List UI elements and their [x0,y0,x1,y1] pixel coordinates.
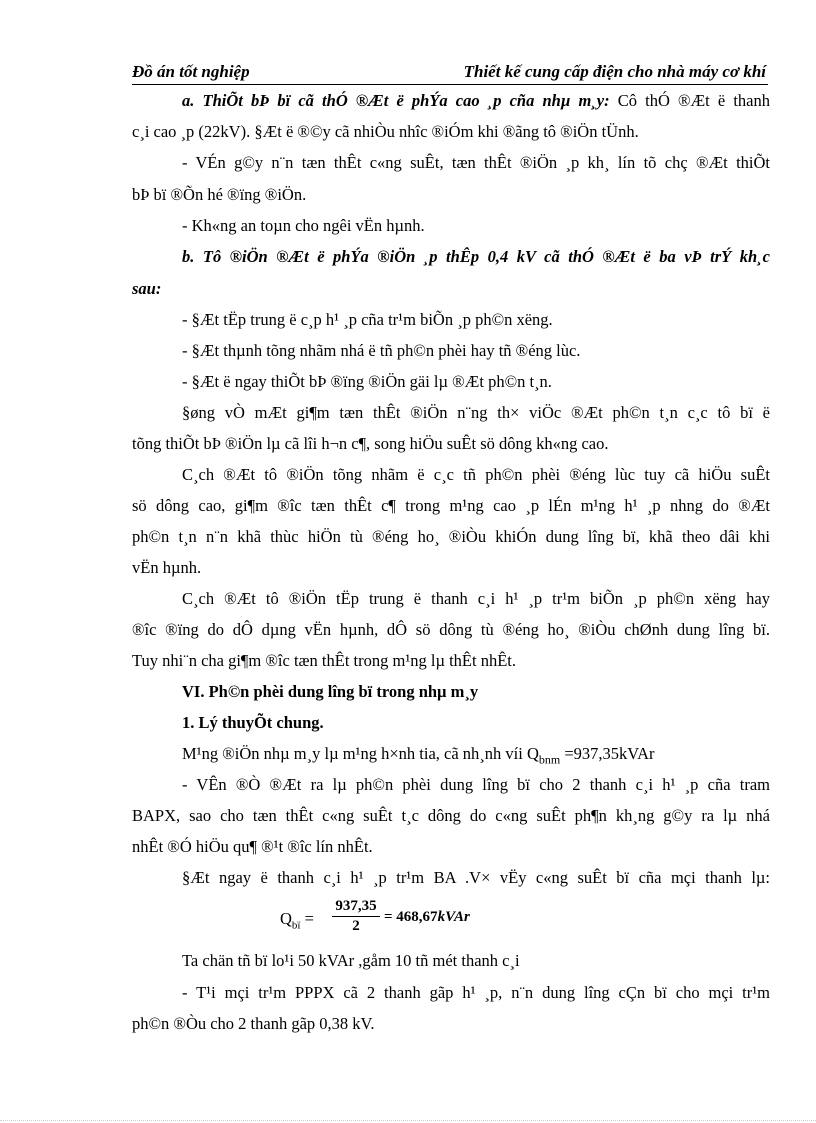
text-line: c¸i cao ¸p (22kV). §Æt ë ®©y cã nhiÒu nhîc ®iÓm khi ®ãng tô ®iÖn tÜnh. [132,122,639,141]
formula-result [384,909,470,926]
section-heading: VI. Ph©n phèi dung lîng bï trong nhµ m¸y [182,682,479,701]
text-line: ®îc ®ïng do dÔ dµng vËn hµnh, dÔ sö dông tù ®éng ho¸ ®iÒu chØnh dung lîng bï. [132,620,770,639]
text-line: Tuy nhi¨n cha gi¶m ®îc tæn thÊt trong m¹ng lµ thÊt nhÊt. [132,651,517,670]
subsection-heading-b: b. Tô ®iÖn ®Æt ë phÝa ®iÖn ¸p thÊp 0,4 kV cã thÓ ®Æt ë ba vÞ trÝ kh¸c [182,247,770,266]
formula-equals: = [300,909,314,928]
subsection-heading: 1. Lý thuyÕt chung. [182,713,324,732]
formula-result-unit: kVAr [437,909,470,925]
text-line: C¸ch ®Æt tô ®iÖn tËp trung ë thanh c¸i h¹ ¸p tr¹m biÕn ¸p ph©n xëng hay [182,589,770,608]
text-subscript: bnm [538,752,561,767]
text-line: sö dông cao, gi¶m ®îc tæn thÊt c¶ trong m¹ng cao ¸p lÉn m¹ng h¹ ¸p nhng do ®Æt [132,496,770,515]
text-line: C¸ch ®Æt tô ®iÖn tõng nhãm ë c¸c tñ ph©n phèi ®éng lùc tuy cã hiÖu suÊt [182,465,770,484]
text-fragment: Cô thÓ ®Æt ë thanh [609,91,770,110]
text-line: vËn hµnh. [132,558,202,577]
text-line [182,91,770,111]
page-bottom-divider [0,1120,816,1121]
formula-fraction [332,898,380,935]
page-header [132,60,768,85]
text-line: bÞ bï ®Õn hé ®ïng ®iÖn. [132,185,307,204]
text-line: - T¹i mçi tr¹m PPPX cã 2 thanh gãp h¹ ¸p, n¨n dung lîng cÇn bï cho mçi tr¹m [182,983,770,1002]
formula-q: Q [280,909,292,928]
text-line: §øng vÒ mÆt gi¶m tæn thÊt ®iÖn n¨ng th× viÖc ®Æt ph©n t¸n c¸c tô bï ë [182,403,770,422]
text-line: - VÉn g©y n¨n tæn thÊt c«ng suÊt, tæn thÊt ®iÖn ¸p kh¸ lín tõ chç ®Æt thiÕt [182,153,770,172]
text-fragment: M¹ng ®iÖn nhµ m¸y lµ m¹ng h×nh tia, cã nh¸nh víi Q [182,744,539,763]
text-line: ph©n ®Òu cho 2 thanh gãp 0,38 kV. [132,1014,375,1033]
text-line: - VÊn ®Ò ®Æt ra lµ ph©n phèi dung lîng bï cho 2 thanh c¸i h¹ ¸p cña tram [182,775,770,794]
formula-numerator: 937,35 [332,898,380,917]
text-line: - §Æt thµnh tõng nhãm nhá ë tñ ph©n phèi hay tñ ®éng lùc. [182,341,581,360]
text-line: - Kh«ng an toµn cho ngêi vËn hµnh. [182,216,425,235]
text-line [182,744,770,769]
text-line: §Æt ngay ë thanh c¸i h¹ ¸p tr¹m BA .V× vËy c«ng suÊt bï cña mçi thanh lµ: [182,868,770,887]
header-left-title: Đồ án tốt nghiệp [132,62,250,81]
text-line: tõng thiÕt bÞ ®iÖn lµ cã lîi h¬n c¶, song hiÖu suÊt sö dông kh«ng cao. [132,434,609,453]
text-line: Ta chän tñ bï lo¹i 50 kVAr ,gåm 10 tñ mét thanh c¸i [182,951,520,970]
formula-denominator: 2 [352,918,360,934]
subsection-heading-a: a. ThiÕt bÞ bï cã thÓ ®Æt ë phÝa cao ¸p cña nhµ m¸y: [182,91,610,110]
text-line: - §Æt ë ngay thiÕt bÞ ®ïng ®iÖn gäi lµ ®Æt ph©n t¸n. [182,372,552,391]
formula-lhs [280,909,314,931]
formula-q-subscript: bï [291,919,301,932]
text-line: - §Æt tËp trung ë c¸p h¹ ¸p cña tr¹m biÕn ¸p ph©n xëng. [182,310,553,329]
header-right-title: Thiết kế cung cấp điện cho nhà máy cơ khí [463,62,766,81]
text-fragment: =937,35kVAr [560,744,655,763]
formula-result-value: = 468,67 [384,909,438,925]
text-line: nhÊt ®Ó hiÖu qu¶ ®¹t ®îc lín nhÊt. [132,837,373,856]
text-line: ph©n t¸n n¨n khã thùc hiÖn tù ®éng ho¸ ®iÒu khiÓn dung lîng bï, khã theo dâi khi [132,527,770,546]
text-line: sau: [132,279,162,298]
text-line: BAPX, sao cho tæn thÊt c«ng suÊt t¸c dông do c«ng suÊt ph¶n kh¸ng g©y ra lµ nhá [132,806,770,825]
